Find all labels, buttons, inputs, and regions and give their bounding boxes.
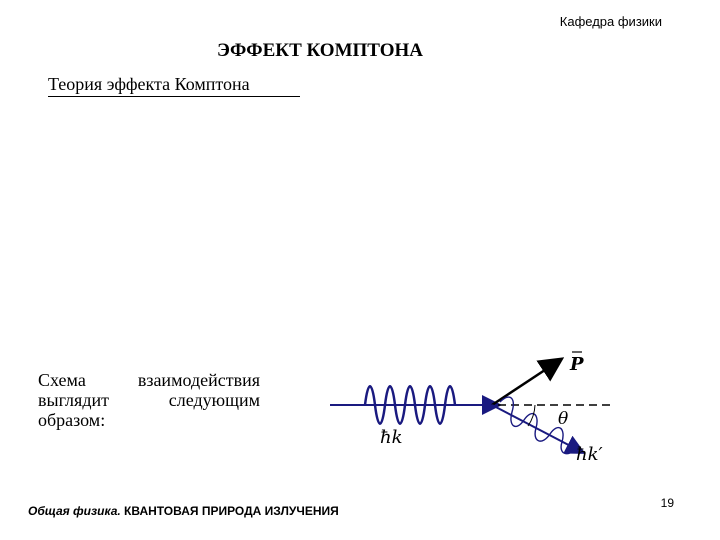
compton-diagram bbox=[320, 340, 620, 470]
footer-course-italic: Общая физика. bbox=[28, 504, 121, 518]
slide-title: ЭФФЕКТ КОМПТОНА bbox=[217, 40, 423, 61]
page-number: 19 bbox=[660, 496, 674, 510]
electron-label: P bbox=[570, 354, 584, 375]
angle-arc bbox=[528, 405, 535, 426]
body-text: Схема взаимодействия выглядит следующим образом: bbox=[38, 370, 260, 430]
photon-out-label: ħk′ bbox=[576, 444, 603, 465]
footer bbox=[28, 504, 339, 518]
scattered-beam bbox=[492, 405, 582, 452]
angle-label: θ bbox=[558, 409, 569, 429]
department-label: Кафедра физики bbox=[559, 14, 662, 29]
subtitle-underline bbox=[48, 96, 300, 97]
footer-course-title: КВАНТОВАЯ ПРИРОДА ИЗЛУЧЕНИЯ bbox=[124, 504, 339, 518]
slide-subtitle: Теория эффекта Комптона bbox=[48, 74, 250, 94]
photon-in-label: ħk bbox=[380, 427, 403, 448]
electron-arrow bbox=[492, 360, 560, 405]
